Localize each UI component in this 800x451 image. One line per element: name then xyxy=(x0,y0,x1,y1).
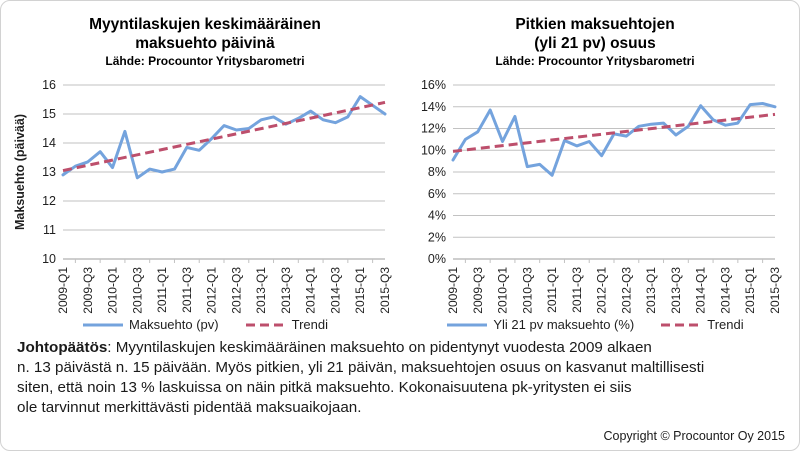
copyright: Copyright © Procountor Oy 2015 xyxy=(603,429,785,443)
conclusion-line-1: : Myyntilaskujen keskimääräinen maksuehto on pidentynyt vuodesta 2009 alkaen xyxy=(107,339,652,356)
x-tick-label: 2009-Q3 xyxy=(470,267,485,314)
conclusion-text xyxy=(17,338,783,418)
x-tick-label: 2014-Q1 xyxy=(303,267,318,314)
y-tick-label: 10 xyxy=(42,252,56,266)
x-tick-label: 2011-Q1 xyxy=(545,267,560,313)
y-tick-label: 12 xyxy=(42,194,56,208)
x-tick-label: 2014-Q3 xyxy=(328,267,343,314)
trend-line xyxy=(453,114,775,151)
line-chart-maksuehto xyxy=(11,69,399,319)
x-tick-label: 2012-Q1 xyxy=(594,267,609,314)
legend-dash-swatch-icon xyxy=(245,322,287,328)
x-tick-label: 2010-Q1 xyxy=(495,267,510,314)
x-tick-label: 2012-Q1 xyxy=(204,267,219,314)
legend-item-series xyxy=(82,317,219,332)
y-tick-label: 6% xyxy=(427,186,446,201)
x-tick-label: 2013-Q1 xyxy=(254,267,269,314)
x-tick-label: 2010-Q3 xyxy=(520,267,535,314)
y-axis-title: Maksuehto (päivää) xyxy=(13,113,27,231)
x-tick-label: 2012-Q3 xyxy=(619,267,634,314)
legend-label: Trendi xyxy=(707,317,744,332)
y-tick-label: 10% xyxy=(420,143,446,158)
y-tick-label: 14 xyxy=(42,136,56,150)
series-line xyxy=(453,104,775,176)
chart-title-line1: Pitkien maksuehtojen xyxy=(515,16,675,33)
x-tick-label: 2014-Q1 xyxy=(693,267,708,314)
chart-title-line1: Myyntilaskujen keskimääräinen xyxy=(89,16,321,33)
x-tick-label: 2010-Q3 xyxy=(130,267,145,314)
x-tick-label: 2009-Q1 xyxy=(56,267,70,314)
legend-label: Maksuehto (pv) xyxy=(129,317,219,332)
y-tick-label: 0% xyxy=(427,252,446,266)
chart-source: Lähde: Procountor Yritysbarometri xyxy=(105,54,305,68)
chart-legend xyxy=(401,317,789,332)
y-tick-label: 13 xyxy=(42,165,56,179)
y-tick-label: 15 xyxy=(42,107,56,121)
line-chart-yli-21pv xyxy=(401,69,789,319)
conclusion-line-4: ole tarvinnut merkittävästi pidentää maksuaikojaan. xyxy=(17,399,362,416)
x-tick-label: 2015-Q3 xyxy=(768,267,782,314)
x-tick-label: 2015-Q1 xyxy=(743,267,758,314)
chart-card-pitkat-maksuehdot xyxy=(401,11,789,332)
legend-label: Yli 21 pv maksuehto (%) xyxy=(493,317,635,332)
legend-line-swatch-icon xyxy=(82,322,124,328)
series-line xyxy=(63,97,385,178)
x-tick-label: 2013-Q1 xyxy=(644,267,659,314)
chart-card-maksuehto xyxy=(11,11,399,332)
x-tick-label: 2011-Q3 xyxy=(569,267,584,313)
conclusion-line-2: n. 13 päivästä n. 15 päivään. Myös pitkien, yli 21 päivän, maksuehtojen osuus on kasvanut maltillisesti xyxy=(17,359,705,376)
legend-line-swatch-icon xyxy=(446,322,488,328)
y-tick-label: 14% xyxy=(420,99,446,114)
y-tick-label: 16 xyxy=(42,78,56,92)
legend-item-series xyxy=(446,317,634,332)
legend-label: Trendi xyxy=(291,317,328,332)
x-tick-label: 2011-Q1 xyxy=(155,267,170,313)
legend-dash-swatch-icon xyxy=(660,322,702,328)
y-tick-label: 12% xyxy=(420,121,446,136)
x-tick-label: 2013-Q3 xyxy=(668,267,683,314)
x-tick-label: 2010-Q1 xyxy=(105,267,120,314)
conclusion-line-3: siten, että noin 13 % laskuissa on näin pitkä maksuehto. Kokonaisuutena pk-yritysten ei siis xyxy=(17,379,632,396)
x-tick-label: 2009-Q3 xyxy=(80,267,95,314)
conclusion-label: Johtopäätös xyxy=(17,339,108,356)
x-tick-label: 2013-Q3 xyxy=(278,267,293,314)
chart-title-line2: (yli 21 pv) osuus xyxy=(534,35,656,52)
chart-legend xyxy=(11,317,399,332)
footer xyxy=(1,332,799,418)
charts-row xyxy=(1,1,799,332)
x-tick-label: 2015-Q3 xyxy=(378,267,392,314)
legend-item-trend xyxy=(245,317,328,332)
chart-source: Lähde: Procountor Yritysbarometri xyxy=(495,54,695,68)
x-tick-label: 2012-Q3 xyxy=(229,267,244,314)
x-tick-label: 2014-Q3 xyxy=(718,267,733,314)
x-tick-label: 2009-Q1 xyxy=(446,267,460,314)
x-tick-label: 2015-Q1 xyxy=(353,267,368,314)
y-tick-label: 4% xyxy=(427,208,446,223)
x-tick-label: 2011-Q3 xyxy=(179,267,194,313)
legend-item-trend xyxy=(660,317,743,332)
y-tick-label: 8% xyxy=(427,165,446,179)
y-tick-label: 2% xyxy=(427,230,446,245)
trend-line xyxy=(63,102,385,170)
y-tick-label: 11 xyxy=(43,223,56,237)
y-tick-label: 16% xyxy=(420,78,446,92)
chart-title-line2: maksuehto päivinä xyxy=(135,35,275,52)
